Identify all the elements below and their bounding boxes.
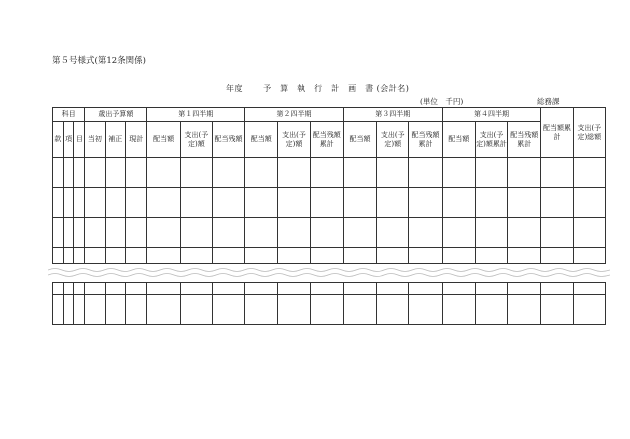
title-account: (会計名) <box>376 84 410 93</box>
table-row <box>53 248 606 264</box>
q3-remaining-cum: 配当残額累計 <box>409 122 442 158</box>
q3-expense: 支出(予定)額 <box>377 122 409 158</box>
title-year: 年度 <box>226 84 243 93</box>
budget-plan-table <box>52 107 606 264</box>
header-revision: 補正 <box>105 122 125 158</box>
header-q3: 第３四半期 <box>343 108 442 122</box>
q2-alloc: 配当額 <box>245 122 278 158</box>
omission-break-mark <box>48 266 610 278</box>
header-current: 現計 <box>125 122 146 158</box>
table-row <box>53 188 606 218</box>
form-number: 第５号様式(第12条関係) <box>52 56 146 66</box>
title-text: 予 算 執 行 計 画 書 <box>263 84 374 93</box>
table-row <box>53 283 606 295</box>
q1-alloc: 配当額 <box>147 122 180 158</box>
header-q2: 第２四半期 <box>245 108 344 122</box>
budget-plan-table-continued <box>52 282 606 325</box>
q2-remaining-cum: 配当残額累計 <box>310 122 343 158</box>
department-label: 総務課 <box>537 97 560 106</box>
q4-alloc: 配当額 <box>442 122 475 158</box>
header-kan: 款 <box>53 122 64 158</box>
q1-expense: 支出(予定)額 <box>180 122 212 158</box>
header-initial: 当初 <box>85 122 105 158</box>
q4-expense-cum: 支出(予定)額累計 <box>475 122 507 158</box>
header-moku: 目 <box>74 122 85 158</box>
header-kou: 項 <box>63 122 74 158</box>
header-cumulative-expense: 支出(予定)総額 <box>573 108 605 158</box>
table-row <box>53 295 606 325</box>
q1-remaining: 配当残額 <box>212 122 244 158</box>
header-kamoku: 科目 <box>53 108 85 122</box>
header-budget: 歳出予算額 <box>85 108 147 122</box>
document-title <box>226 83 409 94</box>
header-q1: 第１四半期 <box>147 108 245 122</box>
q3-alloc: 配当額 <box>343 122 376 158</box>
table-row <box>53 218 606 248</box>
q2-expense: 支出(予定)額 <box>278 122 310 158</box>
table-row <box>53 158 606 188</box>
unit-label: (単位 千円) <box>420 97 464 106</box>
header-cumulative-alloc: 配当額累計 <box>541 108 573 158</box>
header-q4: 第４四半期 <box>442 108 541 122</box>
q4-remaining-cum: 配当残額累計 <box>508 122 541 158</box>
